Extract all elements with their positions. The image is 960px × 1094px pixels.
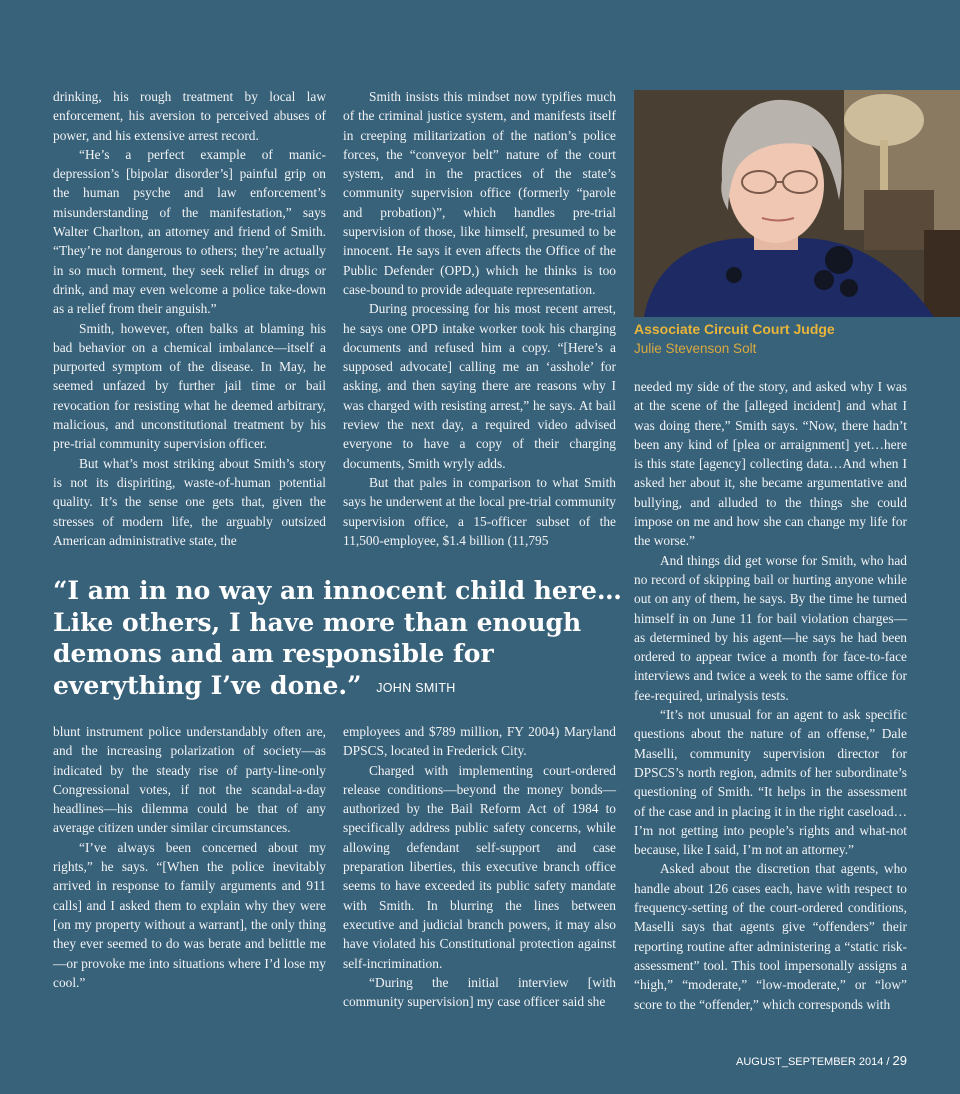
judge-photo: [634, 90, 960, 317]
issue-date: AUGUST_SEPTEMBER 2014 /: [736, 1056, 890, 1068]
article-column-2-bottom: [343, 722, 616, 1011]
paragraph: But what’s most striking about Smith’s story is not its dispiriting, waste-of-human potential quality. It’s the sense one gets that, given the stresses of modern life, the arguably outsized American administrative state, the: [53, 455, 326, 548]
pull-quote-attribution: JOHN SMITH: [376, 680, 456, 695]
paragraph: Asked about the discretion that agents, who handle about 126 cases each, have with respect to frequency-setting of the court-ordered conditions, Maselli says that agents give “offenders” their reporting routine after administering a “static risk-assessment” tool. This tool impersonally assigns a “high,” “moderate,” “low-moderate,” or “low” score to the “offender,” which corresponds with: [634, 861, 907, 1012]
paragraph: Charged with implementing court-ordered release conditions—beyond the money bonds—authorized by the Bail Reform Act of 1984 to specifically address public safety concerns, while allowing defendant self-support and case preparation liberties, this executive branch office seems to have exceeded its public safety mandate with Smith. In blurring the lines between executive and judicial branch powers, it may also have violated his Constitutional protection against self-incrimination.: [343, 762, 616, 971]
paragraph: But that pales in comparison to what Smith says he underwent at the local pre-trial community supervision office, a 15-officer subset of the 11,500-employee, $1.4 billion (11,795: [343, 474, 616, 548]
photo-caption-title: Associate Circuit Court Judge: [634, 321, 835, 337]
page-footer: [736, 1053, 907, 1068]
page-number: 29: [892, 1053, 907, 1068]
paragraph: Smith, however, often balks at blaming his bad behavior on a chemical imbalance—itself a purported symptom of the disease. In May, he seemed unfazed by further jail time or bail revocation for resisting what he deemed arbitrary, malicious, and unconstitutional treatment by his pre-trial community supervision officer.: [53, 320, 326, 452]
paragraph: “He’s a perfect example of manic-depression’s [bipolar disorder’s] painful grip on the human psyche and law enforcement’s misunderstanding of the manifestation,” says Walter Charlton, an attorney and friend of Smith. “They’re not dangerous to others; they’re actually in so much torment, they seek relief in drugs or drink, and may even welcome a police take-down as a relief from their anguish.”: [53, 146, 326, 317]
article-column-3: [634, 377, 907, 1014]
paragraph: “It’s not unusual for an agent to ask specific questions about the nature of an offense,” Dale Maselli, community supervision director for DPSCS’s north region, admits of her subordinate’s questioning of Smith. “It helps in the assessment of the case and in placing it in the right caseload… I’m not getting into people’s rights and what-not because, like I said, I’m not an attorney.”: [634, 707, 907, 858]
paragraph: “I’ve always been concerned about my rights,” he says. “[When the police inevitably arrived in response to family arguments and 911 calls] and I asked them to explain why they were [on my property without a warrant], the only thing they ever seemed to do was berate and belittle me—or provoke me into situations where I’d lose my cool.”: [53, 839, 326, 990]
pull-quote: [53, 575, 623, 704]
paragraph: blunt instrument police understandably often are, and the increasing polarization of society—as indicated by the steady rise of party-line-only Congressional votes, if not the scandal-a-day headlines—his dilemma could be that of any average citizen under similar circumstances.: [53, 724, 326, 836]
photo-caption-name: Julie Stevenson Solt: [634, 341, 757, 356]
pull-quote-text: “I am in no way an innocent child here… Like others, I have more than enough demons and am responsible for everything I’ve done.”: [53, 576, 622, 700]
paragraph: employees and $789 million, FY 2004) Maryland DPSCS, located in Frederick City.: [343, 724, 616, 759]
paragraph: And things did get worse for Smith, who had no record of skipping bail or hurting anyone while out on any of them, he says. By the time he turned himself in on June 11 for bail violation charges—as determined by his agent—he says he had been ordered to appear twice a month for face-to-face interviews and twice a week to the same office for fee-required, urinalysis tests.: [634, 552, 907, 703]
article-column-1-bottom: [53, 722, 326, 992]
article-column-1-top: [53, 87, 326, 550]
paragraph: Smith insists this mindset now typifies much of the criminal justice system, and manifests itself in creeping militarization of the nation’s police forces, the “conveyor belt” nature of the court system, and in the practices of the state’s community supervision office (formerly “parole and probation)”, which handles pre-trial supervision of those, like himself, presumed to be innocent. He says it even affects the Office of the Public Defender (OPD,) which he thinks is too case-bound to provide adequate representation.: [343, 89, 616, 297]
paragraph: drinking, his rough treatment by local law enforcement, his aversion to perceived abuses of power, and his extensive arrest record.: [53, 89, 326, 143]
article-column-2-top: [343, 87, 616, 550]
paragraph: needed my side of the story, and asked why I was at the scene of the [alleged incident] and what I was doing there,” Smith says. “Now, there hadn’t been any kind of [plea or arraignment] yet…here is this state [agency] collecting data…And when I asked her about it, she became argumentative and bullying, and alluded to the things she could impose on me and how she can change my life for the worse.”: [634, 379, 907, 549]
paragraph: “During the initial interview [with community supervision] my case officer said she: [343, 974, 616, 1010]
portrait-illustration: [634, 90, 960, 317]
paragraph: During processing for his most recent arrest, he says one OPD intake worker took his charging documents and refused him a copy. “[Here’s a supposed advocate] calling me an ‘asshole’ for asking, and then saying there are reasons why I was charged with resisting arrest,” he says. At bail review the next day, a required video advised everyone to have a copy of their charging documents, Smith wryly adds.: [343, 301, 616, 471]
